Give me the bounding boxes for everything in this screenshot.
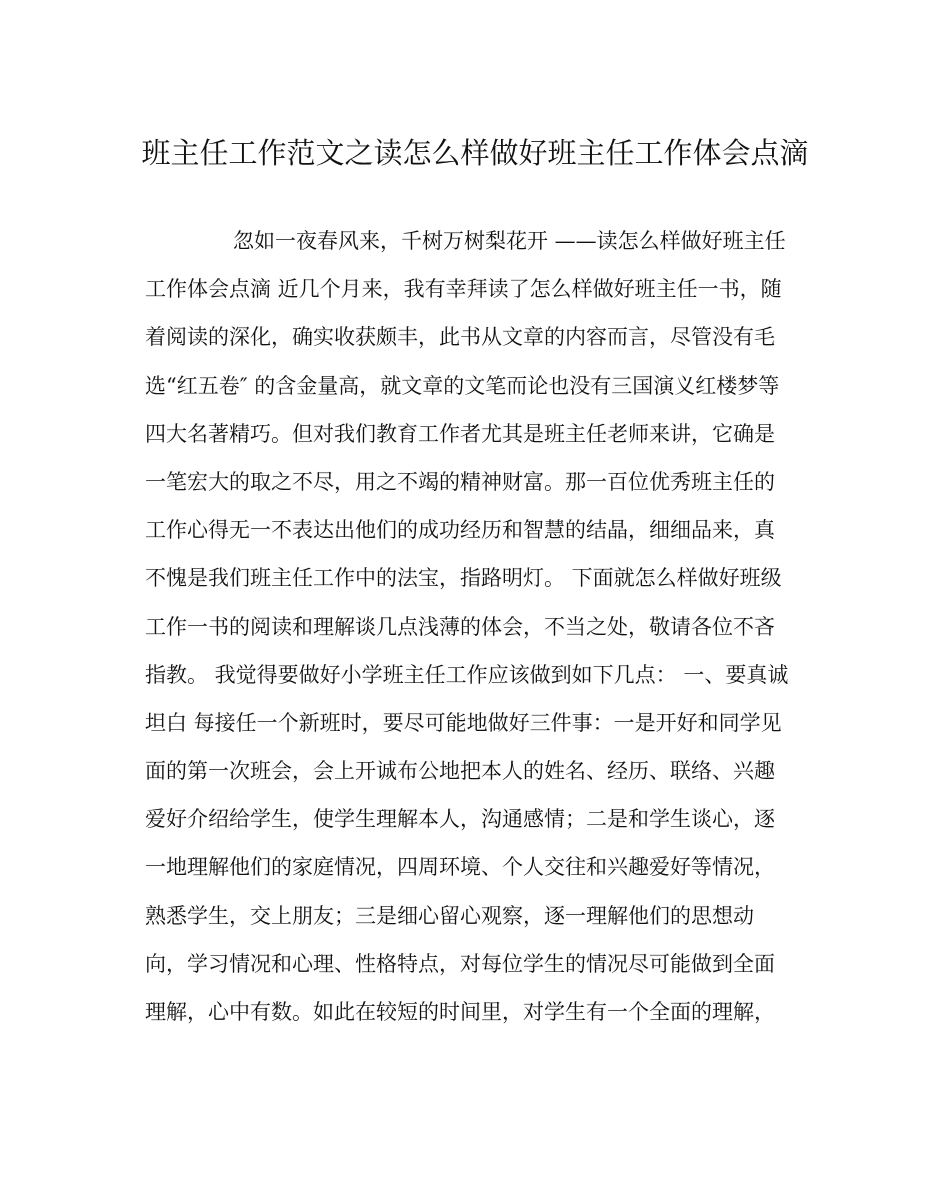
body-line-13: 爱好介绍给学生，使学生理解本人，沟通感情；二是和学生谈心，逐 (145, 807, 775, 832)
body-line-8: 不愧是我们班主任工作中的法宝，指路明灯。 下面就怎么样做好班级 (145, 566, 782, 591)
body-line-11: 坦白 每接任一个新班时，要尽可能地做好三件事：一是开好和同学见 (145, 710, 782, 735)
body-line-17: 理解，心中有数。如此在较短的时间里，对学生有一个全面的理解， (145, 1000, 775, 1024)
body-line-9: 工作一书的阅读和理解谈几点浅薄的体会，不当之处，敬请各位不吝 (145, 614, 775, 639)
body-line-15: 熟悉学生，交上朋友；三是细心留心观察，逐一理解他们的思想动 (145, 903, 754, 928)
body-line-16: 向，学习情况和心理、性格特点，对每位学生的情况尽可能做到全面 (145, 951, 775, 976)
body-line-7: 工作心得无一不表达出他们的成功经历和智慧的结晶，细细品来，真 (145, 518, 775, 543)
body-line-14: 一地理解他们的家庭情况，四周环境、个人交往和兴趣爱好等情况， (145, 855, 775, 880)
body-line-1: 忽如一夜春风来，千树万树梨花开 ——读怎么样做好班主任 (233, 229, 786, 253)
document-title: 班主任工作范文之读怎么样做好班主任工作体会点滴 (141, 136, 809, 170)
body-line-12: 面的第一次班会，会上开诚布公地把本人的姓名、经历、联络、兴趣 (145, 759, 775, 784)
document-body (145, 217, 815, 1036)
body-line-2: 工作体会点滴 近几个月来，我有幸拜读了怎么样做好班主任一书，随 (145, 277, 782, 302)
body-line-10: 指教。 我觉得要做好小学班主任工作应该做到如下几点： 一、要真诚 (145, 662, 789, 687)
body-line-6: 一笔宏大的取之不尽，用之不竭的精神财富。那一百位优秀班主任的 (145, 469, 775, 494)
body-line-5: 四大名著精巧。但对我们教育工作者尤其是班主任老师来讲，它确是 (145, 421, 775, 446)
body-line-4: 选“红五卷″ 的含金量高，就文章的文笔而论也没有三国演义红楼梦等 (145, 373, 780, 398)
body-line-3: 着阅读的深化，确实收获颇丰，此书从文章的内容而言，尽管没有毛 (145, 325, 775, 350)
